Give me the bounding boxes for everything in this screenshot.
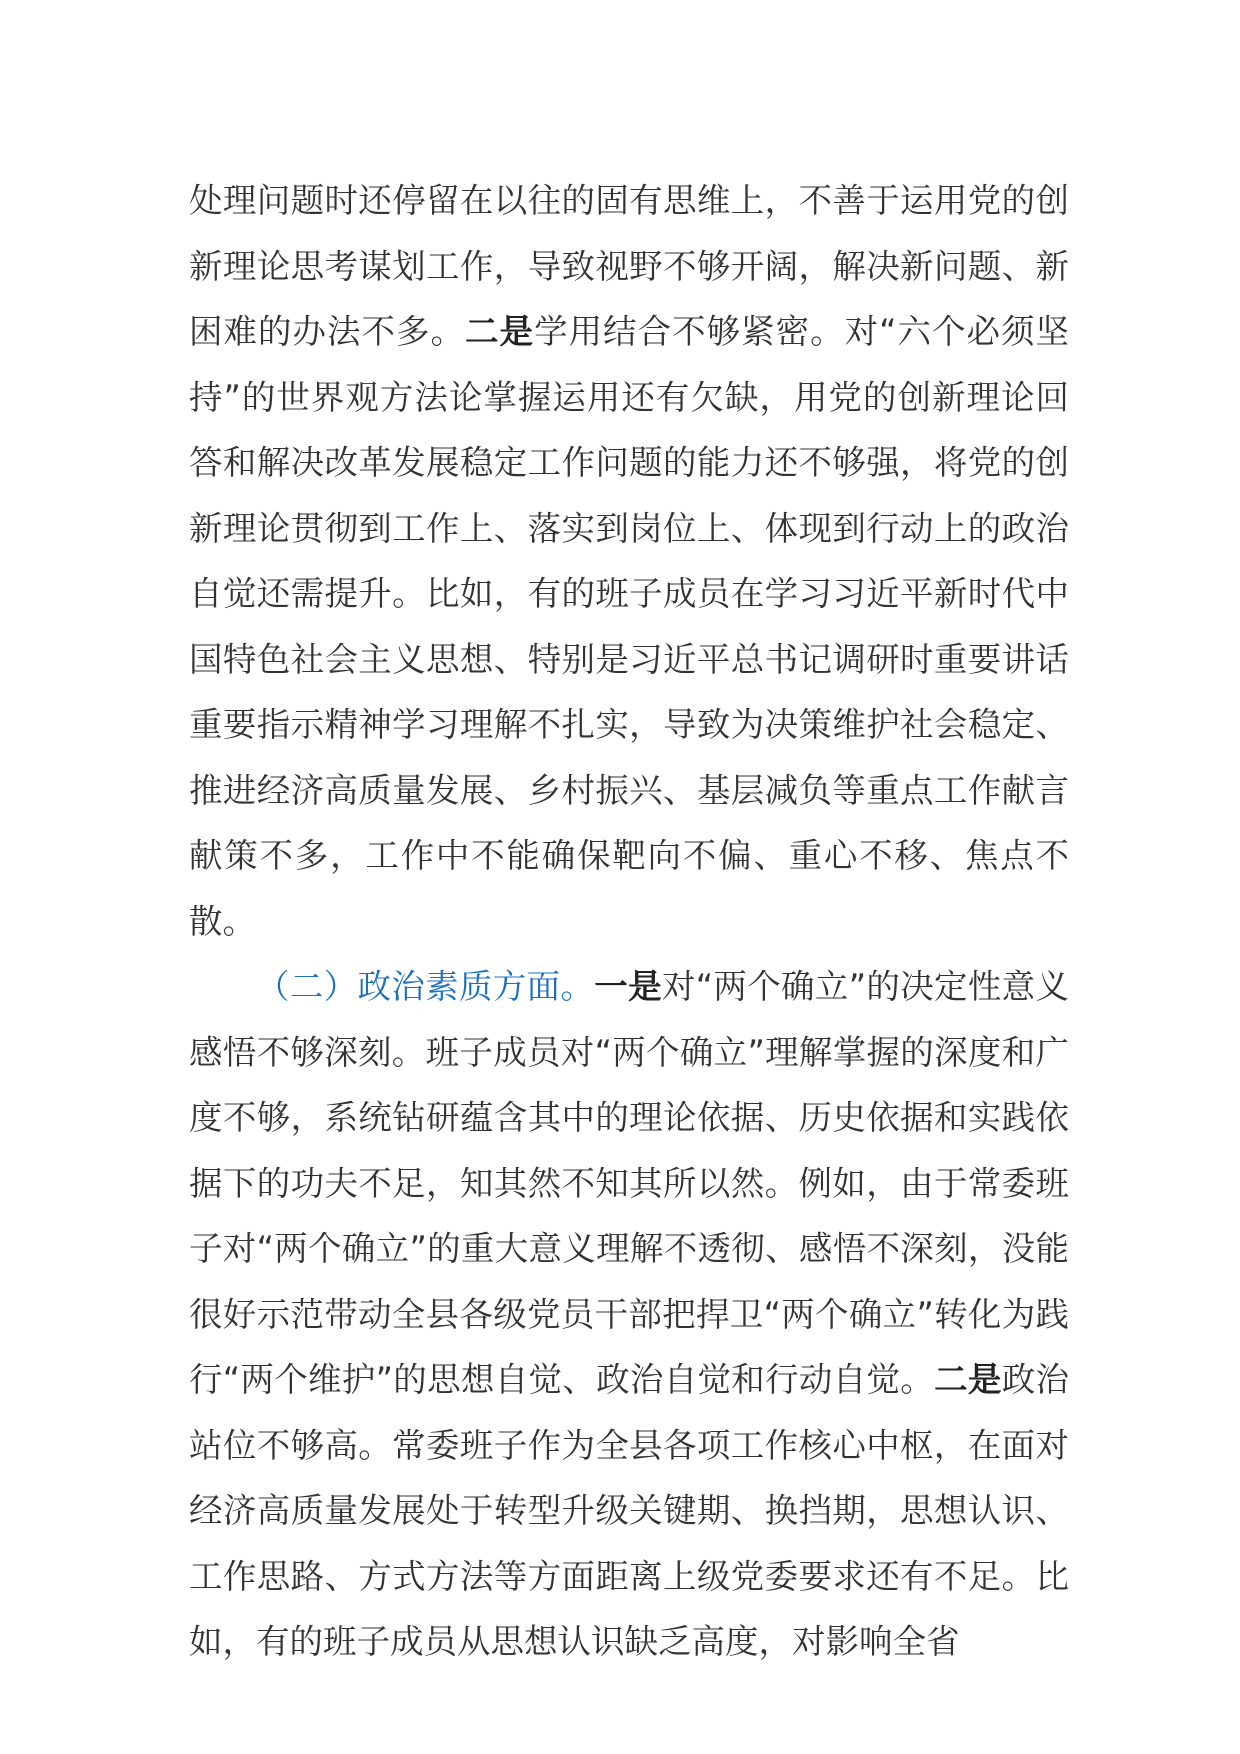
document-body bbox=[189, 168, 1069, 1675]
section-heading-political-quality: （二）政治素质方面。 bbox=[256, 967, 595, 1006]
paragraph-1-text-continued: 学用结合不够紧密。对“六个必须坚持”的世界观方法论掌握运用还有欠缺，用党的创新理论回答和解决改革发展稳定工作问题的能力还不够强，将党的创新理论贯彻到工作上、落实到岗位上、体现到行动上的政治自觉还需提升。比如，有的班子成员在学习习近平新时代中国特色社会主义思想、特别是习近平总书记调研时重要讲话重要指示精神学习理解不扎实，导致为决策维护社会稳定、推进经济高质量发展、乡村振兴、基层减负等重点工作献言献策不多，工作中不能确保靶向不偏、重心不移、焦点不散。 bbox=[189, 312, 1070, 941]
paragraph-1-text: 处理问题时还停留在以往的固有思维上，不善于运用党的创新理论思考谋划工作，导致视野不够开阔，解决新问题、新困难的办法不多。 bbox=[189, 181, 1069, 351]
paragraph-1 bbox=[189, 168, 1069, 954]
paragraph-1-bold-marker-two: 二是 bbox=[465, 312, 535, 351]
paragraph-2-bold-marker-two: 二是 bbox=[934, 1360, 1002, 1399]
paragraph-2-text-continued: 政治站位不够高。常委班子作为全县各项工作核心中枢，在面对经济高质量发展处于转型升级关键期、换挡期，思想认识、工作思路、方式方法等方面距离上级党委要求还有不足。比如，有的班子成员从思想认识缺乏高度，对影响全省 bbox=[189, 1360, 1070, 1661]
paragraph-2 bbox=[189, 954, 1069, 1675]
paragraph-2-bold-marker-one: 一是 bbox=[594, 967, 662, 1006]
paragraph-2-text: 对“两个确立”的决定性意义感悟不够深刻。班子成员对“两个确立”理解掌握的深度和广度不够，系统钻研蕴含其中的理论依据、历史依据和实践依据下的功夫不足，知其然不知其所以然。例如，由于常委班子对“两个确立”的重大意义理解不透彻、感悟不深刻，没能很好示范带动全县各级党员干部把捍卫“两个确立”转化为践行“两个维护”的思想自觉、政治自觉和行动自觉。 bbox=[189, 967, 1070, 1399]
